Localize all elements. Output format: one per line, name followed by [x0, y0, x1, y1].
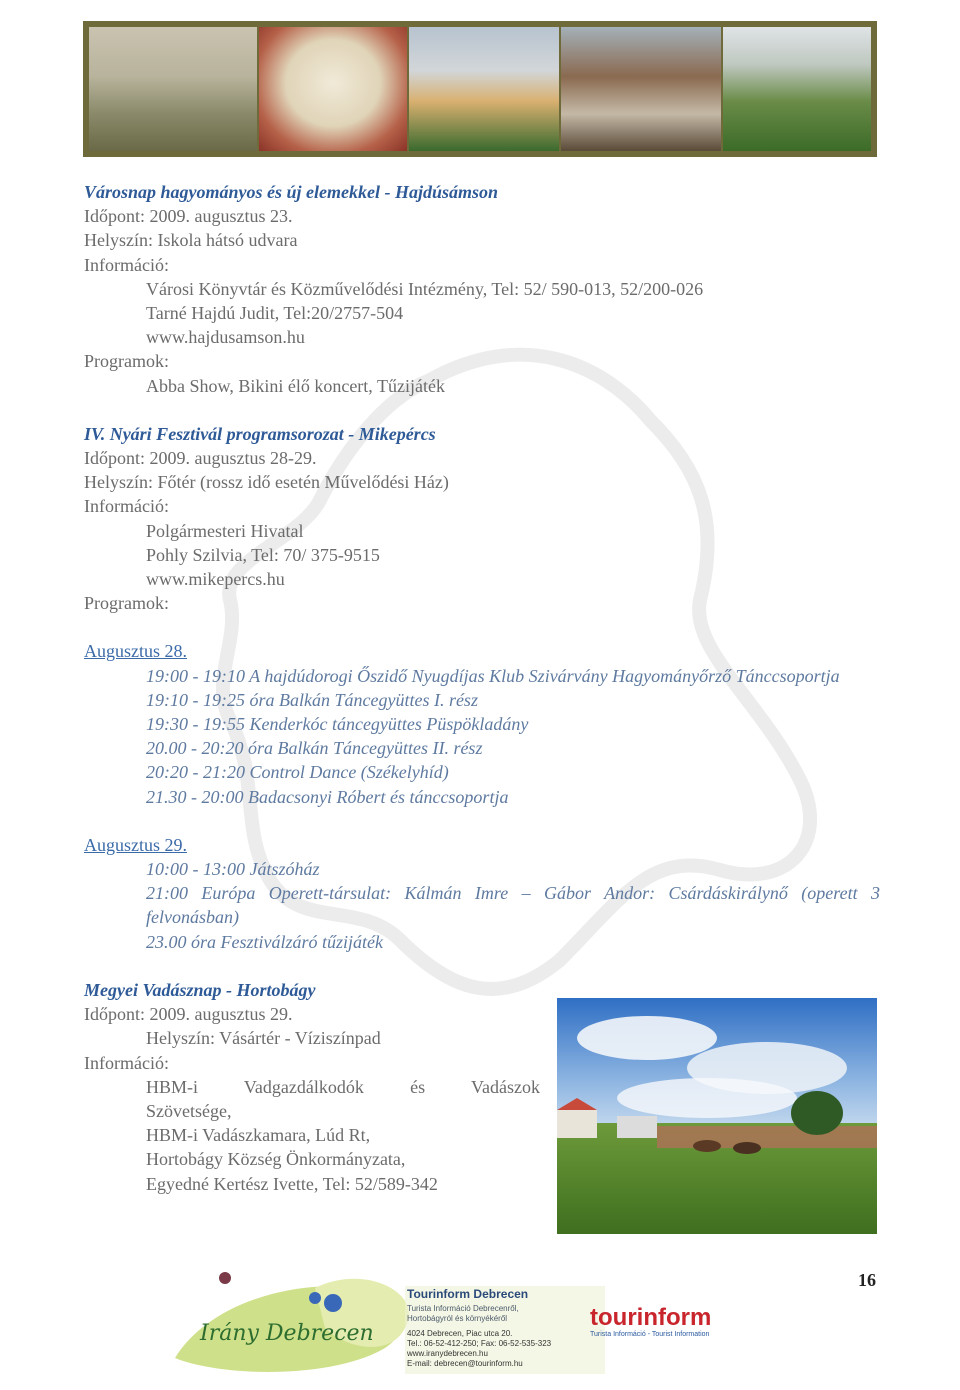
program-item: 21:00 Európa Operett-társulat: Kálmán Imre – Gábor Andor: Csárdáskirálynő (operett 3 felvonásban) — [146, 883, 880, 928]
office-email: E-mail: debrecen@tourinform.hu — [407, 1359, 523, 1368]
info-label: Információ: — [84, 1052, 169, 1073]
program-item: 10:00 - 13:00 Játszóház — [146, 859, 320, 880]
photo-archery-field — [723, 27, 871, 151]
page-number: 16 — [858, 1270, 876, 1290]
event-place: Helyszín: Vásártér - Víziszínpad — [146, 1028, 381, 1049]
office-address: 4024 Debrecen, Piac utca 20. — [407, 1329, 513, 1338]
photo-hunting-day — [557, 998, 877, 1234]
program-item: 20.00 - 20:20 óra Balkán Táncegyüttes II. rész — [146, 738, 483, 759]
info-label: Információ: — [84, 496, 169, 517]
info-line: Polgármesteri Hivatal — [146, 520, 304, 541]
info-line: Tarné Hajdú Judit, Tel:20/2757-504 — [146, 303, 404, 324]
program-item: 19:10 - 19:25 óra Balkán Táncegyüttes I. rész — [146, 689, 478, 710]
info-line: HBM-i Vadászkamara, Lúd Rt, — [146, 1125, 371, 1146]
office-phone: Tel.: 06-52-412-250; Fax: 06-52-535-323 — [407, 1339, 552, 1348]
program-item: 20:20 - 21:20 Control Dance (Székelyhíd) — [146, 762, 449, 783]
photo-folk-dancers — [561, 27, 721, 151]
info-line: Pohly Szilvia, Tel: 70/ 375-9515 — [146, 544, 380, 565]
event-place: Helyszín: Főtér (rossz idő esetén Művelődési Ház) — [84, 472, 449, 493]
event-title: Megyei Vadásznap - Hortobágy — [84, 979, 316, 1000]
footer-tourinform-logos — [165, 1268, 765, 1383]
info-label: Információ: — [84, 254, 169, 275]
photo-carved-plate — [259, 27, 407, 151]
tourinform-logo: tourinform — [590, 1304, 712, 1331]
program-item: 21.30 - 20:00 Badacsonyi Róbert és tánccsoportja — [146, 786, 509, 807]
event-title: IV. Nyári Fesztivál programsorozat - Mikepércs — [84, 423, 436, 444]
programs-label: Programok: — [84, 593, 169, 614]
photo-wooden-figures — [409, 27, 559, 151]
tourinform-tagline: Turista Információ - Tourist Information — [590, 1331, 710, 1338]
info-line: Városi Könyvtár és Közművelődési Intézmény, Tel: 52/ 590-013, 52/200-026 — [146, 278, 704, 299]
office-subtitle-1: Turista Információ Debrecenről, — [407, 1304, 519, 1313]
event-date: Időpont: 2009. augusztus 23. — [84, 206, 293, 227]
info-link[interactable]: www.hajdusamson.hu — [146, 327, 305, 348]
program-item: 19:30 - 19:55 Kenderkóc táncegyüttes Püspökladány — [146, 714, 529, 735]
info-line: Szövetsége, — [146, 1100, 232, 1121]
irany-debrecen-logo: Irány Debrecen — [200, 1321, 374, 1346]
program-item: 23.00 óra Fesztiválzáró tűzijáték — [146, 931, 383, 952]
info-line: HBM-i Vadgazdálkodók és Vadászok — [146, 1076, 540, 1097]
office-subtitle-2: Hortobágyról és környékéről — [407, 1314, 508, 1323]
info-line: Egyedné Kertész Ivette, Tel: 52/589-342 — [146, 1173, 438, 1194]
event-title: Városnap hagyományos és új elemekkel - Hajdúsámson — [84, 182, 499, 202]
programs-list: Abba Show, Bikini élő koncert, Tűzijáték — [146, 375, 445, 396]
office-web: www.iranydebrecen.hu — [407, 1349, 488, 1358]
photo-cattle — [89, 27, 257, 151]
header-photo-banner — [83, 21, 877, 157]
day-heading: Augusztus 29. — [84, 834, 187, 855]
info-link[interactable]: www.mikepercs.hu — [146, 569, 285, 590]
info-line: Hortobágy Község Önkormányzata, — [146, 1149, 406, 1170]
office-title: Tourinform Debrecen — [407, 1287, 529, 1301]
event-date: Időpont: 2009. augusztus 29. — [84, 1004, 293, 1025]
day-heading: Augusztus 28. — [84, 641, 187, 662]
event-place: Helyszín: Iskola hátsó udvara — [84, 230, 298, 251]
programs-label: Programok: — [84, 351, 169, 372]
program-item: 19:00 - 19:10 A hajdúdorogi Őszidő Nyugdíjas Klub Szivárvány Hagyományőrző Tánccsoportja — [146, 665, 840, 686]
event-date: Időpont: 2009. augusztus 28-29. — [84, 448, 317, 469]
